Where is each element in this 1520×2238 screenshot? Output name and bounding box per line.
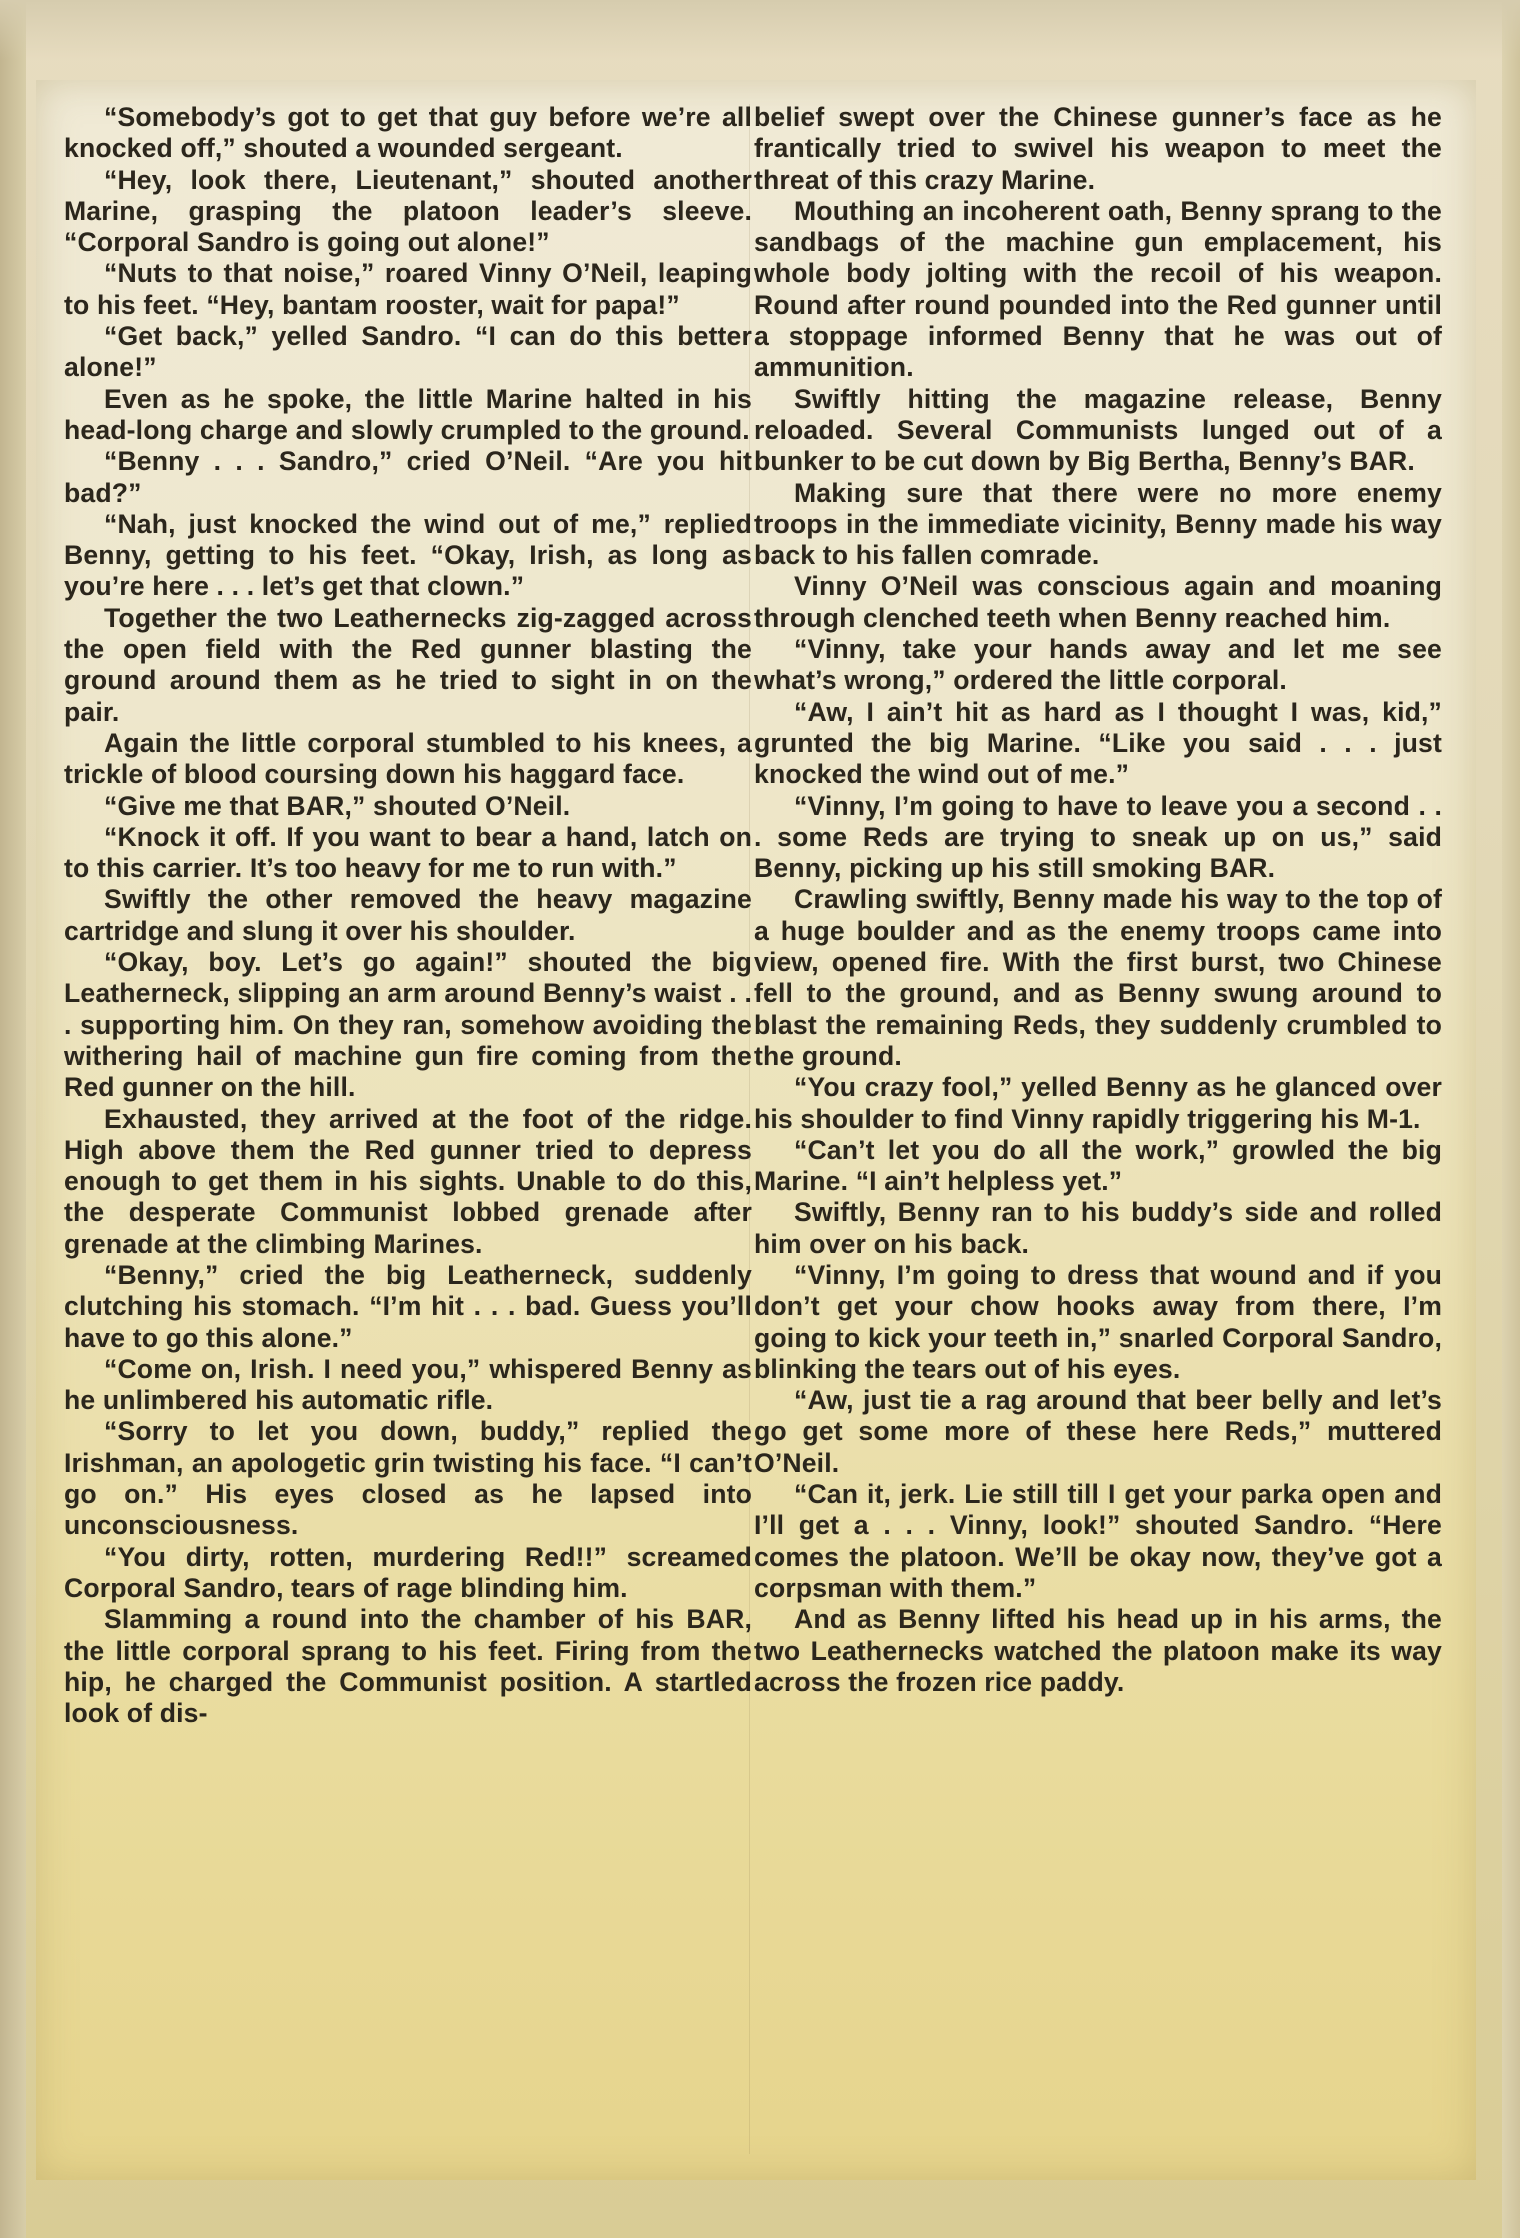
paragraph: “Can’t let you do all the work,” growled the big Marine. “I ain’t helpless yet.” [754, 1134, 1442, 1197]
paragraph: Together the two Leathernecks zig-zagged across the open field with the Red gunner blasting the ground around them as he tried to sight in on the pair. [64, 602, 752, 727]
paragraph: Even as he spoke, the little Marine halted in his head-long charge and slowly crumpled to the ground. [64, 383, 752, 445]
paragraph: “Sorry to let you down, buddy,” replied the Irishman, an apologetic grin twisting his face. “I can’t go on.” His eyes closed as he lapsed into unconsciousness. [64, 1416, 752, 1541]
paragraph-continuation: belief swept over the Chinese gunner’s face as he frantically tried to swivel his weapon to meet the threat of this crazy Marine. [754, 102, 1442, 195]
paragraph: “Benny . . . Sandro,” cried O’Neil. “Are you hit bad?” [64, 446, 752, 508]
paragraph: “Somebody’s got to get that guy before we’re all knocked off,” shouted a wounded sergeant. [64, 102, 752, 164]
paragraph: “Can it, jerk. Lie still till I get your parka open and I’ll get a . . . Vinny, look!” shouted Sandro. “Here comes the platoon. We’ll be okay now, they’ve got a corpsman with them.” [754, 1479, 1442, 1603]
paragraph: Swiftly the other removed the heavy magazine cartridge and slung it over his shoulder. [64, 884, 752, 946]
paragraph: “Vinny, take your hands away and let me see what’s wrong,” ordered the little corporal. [754, 634, 1442, 696]
page-left-edge [0, 0, 26, 2238]
paragraph: Again the little corporal stumbled to his knees, a trickle of blood coursing down his haggard face. [64, 727, 752, 790]
paragraph: “Nuts to that noise,” roared Vinny O’Neil, leaping to his feet. “Hey, bantam rooster, wait for papa!” [64, 258, 752, 320]
paragraph: Making sure that there were no more enemy troops in the immediate vicinity, Benny made his way back to his fallen comrade. [754, 477, 1442, 571]
paragraph: “Vinny, I’m going to dress that wound and if you don’t get your chow hooks away from there, I’m going to kick your teeth in,” snarled Corporal Sandro, blinking the tears out of his eyes. [754, 1259, 1442, 1384]
paragraph: Exhausted, they arrived at the foot of the ridge. High above them the Red gunner tried to depress enough to get them in his sights. Unable to do this, the desperate Communist lobbed grenade after grenade at the climbing Marines. [64, 1103, 752, 1259]
paragraph: “Knock it off. If you want to bear a hand, latch on to this carrier. It’s too heavy for me to run with.” [64, 821, 752, 884]
paragraph: “Benny,” cried the big Leatherneck, suddenly clutching his stomach. “I’m hit . . . bad. Guess you’ll have to go this alone.” [64, 1259, 752, 1353]
page-right-edge [1502, 0, 1520, 2238]
paragraph: Slamming a round into the chamber of his BAR, the little corporal sprang to his feet. Firing from the hip, he charged the Communist position. A startled look of dis- [64, 1604, 752, 1729]
page-top-edge [0, 0, 1520, 60]
paragraph: Vinny O’Neil was conscious again and moaning through clenched teeth when Benny reached him. [754, 571, 1442, 633]
paragraph: “Vinny, I’m going to have to leave you a second . . . some Reds are trying to sneak up on us,” said Benny, picking up his still smoking BAR. [754, 790, 1442, 884]
paragraph: “Nah, just knocked the wind out of me,” replied Benny, getting to his feet. “Okay, Irish, as long as you’re here . . . let’s get that clown.” [64, 508, 752, 602]
right-column [754, 102, 1442, 1698]
paragraph: Mouthing an incoherent oath, Benny sprang to the sandbags of the machine gun emplacement, his whole body jolting with the recoil of his weapon. Round after round pounded into the Red gunner until a stoppage informed Benny that he was out of ammunition. [754, 195, 1442, 383]
paragraph: Swiftly, Benny ran to his buddy’s side and rolled him over on his back. [754, 1197, 1442, 1259]
left-column [64, 102, 752, 1729]
paragraph: “Aw, I ain’t hit as hard as I thought I was, kid,” grunted the big Marine. “Like you said . . . just knocked the wind out of me.” [754, 696, 1442, 790]
paragraph: “Come on, Irish. I need you,” whispered Benny as he unlimbered his automatic rifle. [64, 1353, 752, 1416]
paragraph: Crawling swiftly, Benny made his way to the top of a huge boulder and as the enemy troops came into view, opened fire. With the first burst, two Chinese fell to the ground, and as Benny swung around to blast the remaining Reds, they suddenly crumbled to the ground. [754, 884, 1442, 1071]
paragraph: “Get back,” yelled Sandro. “I can do this better alone!” [64, 321, 752, 383]
paragraph: “Okay, boy. Let’s go again!” shouted the big Leatherneck, slipping an arm around Benny’s waist . . . supporting him. On they ran, somehow avoiding the withering hail of machine gun fire coming from the Red gunner on the hill. [64, 947, 752, 1103]
paragraph: “Give me that BAR,” shouted O’Neil. [104, 790, 571, 821]
paragraph: “Aw, just tie a rag around that beer belly and let’s go get some more of these here Reds,” muttered O’Neil. [754, 1385, 1442, 1478]
paragraph: Swiftly hitting the magazine release, Benny reloaded. Several Communists lunged out of a bunker to be cut down by Big Bertha, Benny’s BAR. [754, 383, 1442, 477]
paragraph: “You dirty, rotten, murdering Red!!” screamed Corporal Sandro, tears of rage blinding him. [64, 1541, 752, 1603]
paragraph: “You crazy fool,” yelled Benny as he glanced over his shoulder to find Vinny rapidly triggering his M-1. [754, 1072, 1442, 1134]
text-story-panel [36, 80, 1476, 2180]
paragraph: And as Benny lifted his head up in his arms, the two Leathernecks watched the platoon make its way across the frozen rice paddy. [754, 1604, 1442, 1697]
paragraph: “Hey, look there, Lieutenant,” shouted another Marine, grasping the platoon leader’s sleeve. “Corporal Sandro is going out alone!” [64, 164, 752, 258]
